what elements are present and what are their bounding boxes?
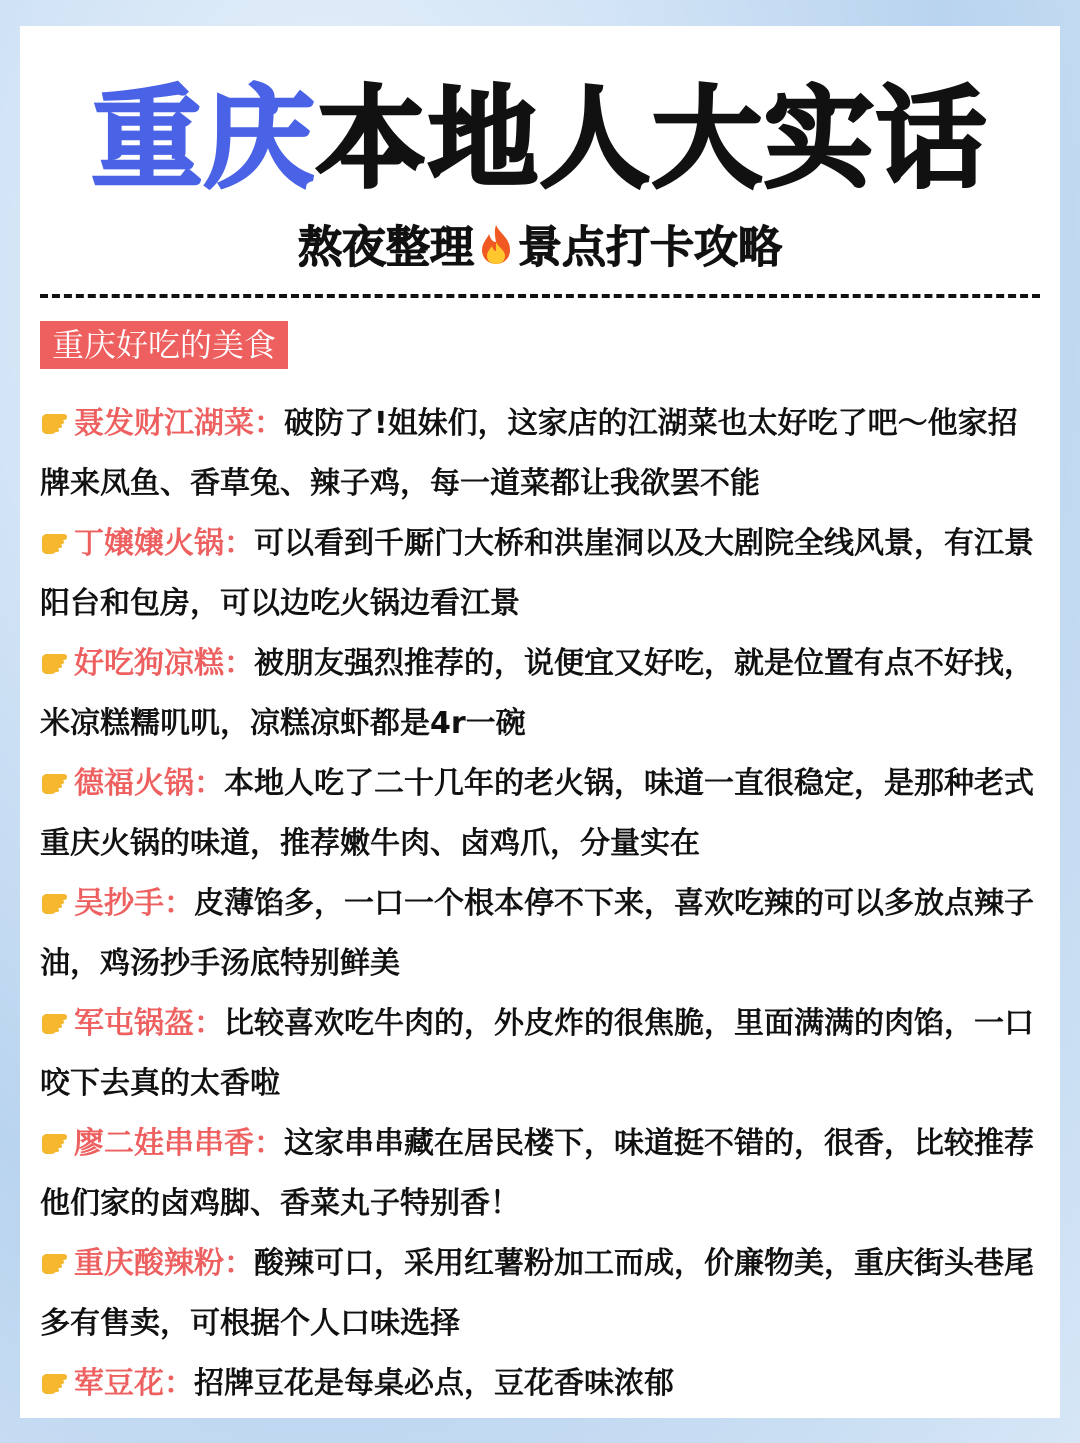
item-desc: 招牌豆花是每桌必点，豆花香味浓郁 [194, 1366, 674, 1401]
list-item [40, 1234, 1040, 1354]
item-desc: 皮薄馅多，一口一个根本停不下来，喜欢吃辣的可以多放点辣子油，鸡汤抄手汤底特别鲜美 [40, 886, 1034, 981]
list-item [40, 394, 1040, 514]
dashed-divider [40, 294, 1040, 298]
pointing-hand-icon [40, 757, 74, 787]
title-rest: 本地人大实话 [316, 75, 988, 203]
pointing-hand-icon [40, 397, 74, 427]
item-desc: 酸辣可口，采用红薯粉加工而成，价廉物美，重庆街头巷尾多有售卖，可根据个人口味选择 [40, 1246, 1034, 1341]
item-name: 好吃狗凉糕： [74, 646, 254, 681]
list-item [40, 994, 1040, 1114]
item-name: 聂发财江湖菜： [74, 406, 284, 441]
item-desc: 比较喜欢吃牛肉的，外皮炸的很焦脆，里面满满的肉馅，一口咬下去真的太香啦 [40, 1006, 1034, 1101]
list-item [40, 1354, 1040, 1414]
item-name: 重庆酸辣粉： [74, 1246, 254, 1281]
pointing-hand-icon [40, 1117, 74, 1147]
item-name: 军屯锅盔： [74, 1006, 224, 1041]
section-tag: 重庆好吃的美食 [40, 321, 288, 369]
item-name: 丁嬢嬢火锅： [74, 526, 254, 561]
pointing-hand-icon [40, 1357, 74, 1387]
food-list [40, 394, 1040, 1414]
list-item [40, 514, 1040, 634]
page-title [20, 74, 1060, 204]
item-desc: 可以看到千厮门大桥和洪崖洞以及大剧院全线风景，有江景阳台和包房，可以边吃火锅边看江景 [40, 526, 1034, 621]
item-desc: 被朋友强烈推荐的，说便宜又好吃，就是位置有点不好找，米凉糕糯叽叽，凉糕凉虾都是4r一碗 [40, 646, 1034, 741]
pointing-hand-icon [40, 1237, 74, 1267]
list-item [40, 874, 1040, 994]
subtitle-right: 景点打卡攻略 [518, 222, 782, 273]
list-item [40, 1114, 1040, 1234]
content-card [20, 26, 1060, 1418]
item-name: 廖二娃串串香： [74, 1126, 284, 1161]
pointing-hand-icon [40, 877, 74, 907]
item-desc: 破防了!姐妹们，这家店的江湖菜也太好吃了吧～他家招牌来凤鱼、香草兔、辣子鸡，每一道菜都让我欲罢不能 [40, 406, 1018, 501]
pointing-hand-icon [40, 637, 74, 667]
page-subtitle [20, 218, 1060, 282]
subtitle-left: 熬夜整理 [298, 222, 474, 273]
title-highlight: 重庆 [92, 75, 316, 203]
list-item [40, 754, 1040, 874]
item-name: 德福火锅： [74, 766, 224, 801]
pointing-hand-icon [40, 517, 74, 547]
item-name: 吴抄手： [74, 886, 194, 921]
fire-icon [474, 222, 518, 282]
item-desc: 本地人吃了二十几年的老火锅，味道一直很稳定，是那种老式重庆火锅的味道，推荐嫩牛肉、卤鸡爪，分量实在 [40, 766, 1034, 861]
item-name: 荤豆花： [74, 1366, 194, 1401]
item-desc: 这家串串藏在居民楼下，味道挺不错的，很香，比较推荐他们家的卤鸡脚、香菜丸子特别香！ [40, 1126, 1034, 1221]
list-item [40, 634, 1040, 754]
pointing-hand-icon [40, 997, 74, 1027]
